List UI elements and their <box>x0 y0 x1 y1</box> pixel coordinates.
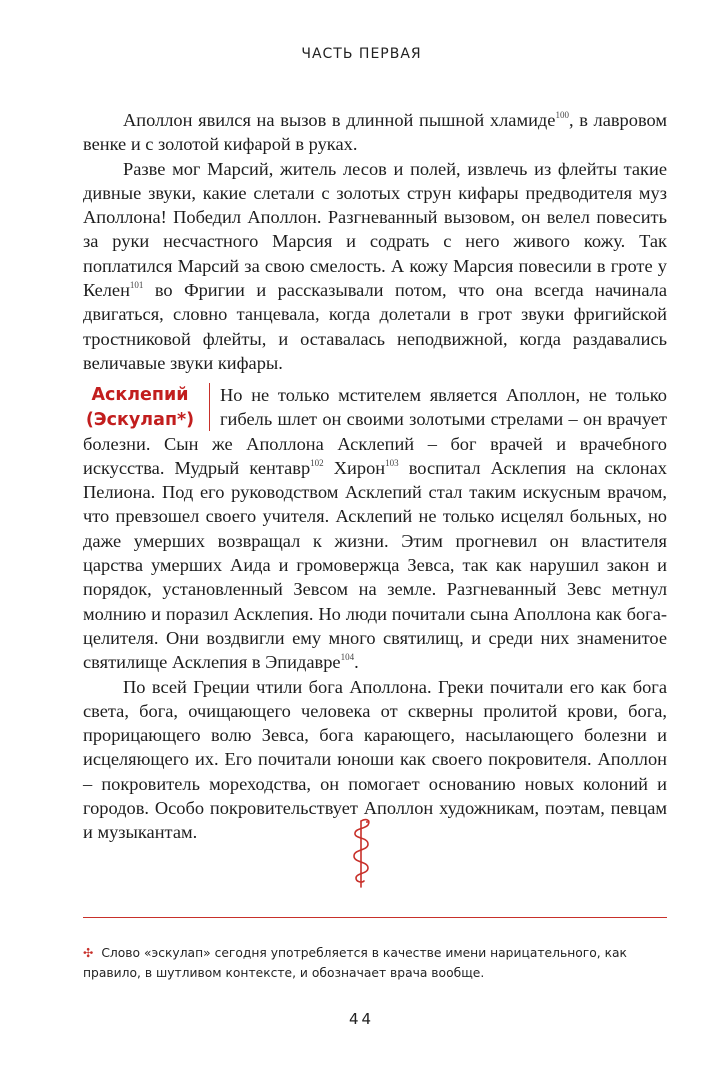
footnote-divider <box>83 917 667 918</box>
running-head: ЧАСТЬ ПЕРВАЯ <box>301 46 422 62</box>
side-heading <box>83 383 210 431</box>
footnote-ref[interactable]: 104 <box>340 652 355 663</box>
footnote-ref[interactable]: 100 <box>555 110 569 120</box>
text-block-marsyas <box>83 108 667 375</box>
caduceus-serpent-staff-icon <box>344 815 378 889</box>
paragraph: Разве мог Марсий, житель лесов и полей, извлечь из флейты такие дивные звуки, какие слетали с золотых струн кифары предводителя муз Аполлона! Победил Аполлон. Разгневанный вызовом, он велел повесить за руки несчастного Марсия и содрать с него живого кожу. Так поплатился Марсий за свою смелость. А кожу Марсия повесили в гроте у Келен$^{101}$ во Фригии и рассказывали потом, что она всегда начинала двигаться, словно танцевала, когда долетали в грот звуки фригийской тростниковой флейты, и оставалась неподвижной, когда раздавались величавые звуки кифары. <box>83 158 667 373</box>
page-number: 44 <box>348 1010 375 1028</box>
side-heading-line1: Асклепий <box>91 385 189 405</box>
paragraph: Аполлон явился на вызов в длинной пышной хламиде$^{100}$, в лавровом венке и с золотой кифарой в руках. <box>83 110 667 155</box>
side-heading-line2: (Эскулап*) <box>85 410 195 430</box>
footnote-ref[interactable]: 102 <box>310 457 324 468</box>
paragraph: По всей Греции чтили бога Аполлона. Греки почитали его как бога света, бога, очищающего человека от скверны пролитой крови, бога, прорицающего волю Зевса, бога карающего, насылающего болезни и исцеляющего их. Его почитали юноши как своего покровителя. Аполлон – покровитель мореходства, он помогает основанию новых колоний и городов. Особо покровительствует Аполлон художникам, поэтам, певцам и музыкантам. <box>83 676 667 843</box>
footnote-ref[interactable]: 101 <box>129 280 144 291</box>
footnote <box>83 943 667 983</box>
paragraph: Но не только мстителем является Аполлон, не только гибель шлет он своими золотыми стрелами – он врачует болезни. Сын же Аполлона Асклепий – бог врачей и врачебного искусства. Мудрый кентавр$^{102}$ Хирон$^{103}$ воспитал Асклепия на склонах Пелиона. Под его руководством Асклепий стал таким искусным врачом, что превзошел своего учителя. Асклепий не только исцелял больных, но даже умерших возвращал к жизни. Этим прогневил он властителя царства умерших Аида и громовержца Зевса, так как нарушил закон и порядок, установленный Зевсом на земле. Разгневанный Зевс метнул молнию и поразил Асклепия. Но люди почитали сына Аполлона как бога-целителя. Они воздвигли ему много святилищ, и среди них знаменитое святилище Асклепия в Эпидавре$^{104}$. <box>83 385 667 673</box>
footnote-ref[interactable]: 103 <box>385 457 399 468</box>
footnote-mark-icon: ✣ <box>83 946 94 960</box>
text-block-asclepius <box>83 383 667 845</box>
footnote-text: Слово «эскулап» сегодня употребляется в качестве имени нарицательного, как правило, в шутливом контексте, и обозначает врача вообще. <box>83 946 627 980</box>
